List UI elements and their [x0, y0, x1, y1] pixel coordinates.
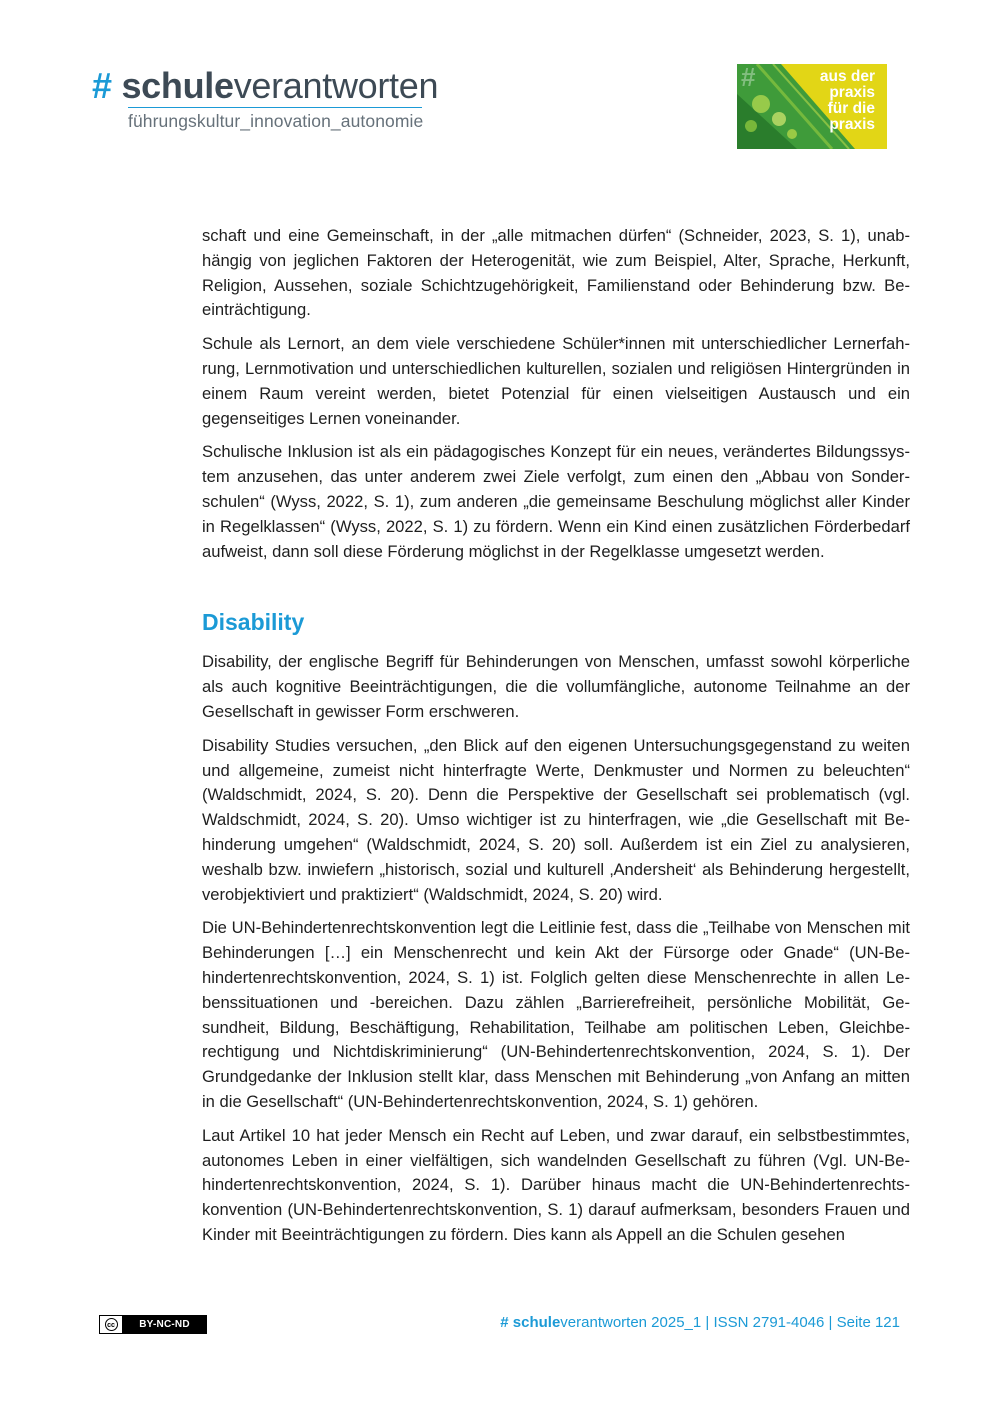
badge-line: für die — [827, 100, 875, 117]
license-label: BY-NC-ND — [123, 1316, 206, 1333]
article-body — [202, 224, 910, 1257]
logo-tagline: führungskultur_innovation_autonomie — [128, 111, 424, 131]
badge-line: aus der — [819, 68, 875, 85]
logo-bold-word: schule — [121, 65, 234, 106]
journal-logo — [92, 65, 439, 132]
logo-hash: # — [92, 65, 112, 106]
badge-text — [820, 69, 875, 133]
body-paragraph: schaft und eine Gemeinschaft, in der „alle mitmachen dürfen“ (Schneider, 2023, S. 1), unabhängig von jeglichen Faktoren der Heterogenität, wie zum Beispiel, Alter, Sprache, Herkunft, Religion, Aussehen, soziale Schichtzugehörigkeit, Familienstand oder Behinderung bzw. Beeinträchtigung. — [202, 226, 910, 320]
footer-hash: # — [500, 1314, 513, 1331]
cc-license-badge[interactable] — [99, 1315, 207, 1334]
footer-issue-info: verantworten 2025_1 | ISSN 2791-4046 | Seite 121 — [560, 1314, 900, 1331]
section-heading: Disability — [202, 609, 305, 636]
body-paragraph: Disability, der englische Begriff für Behinderungen von Menschen, umfasst sowohl körperliche als auch kognitive Beeinträchtigungen, die die vollumfängliche, autonome Teilnahme an der Gesellschaft in gewisser Form erschweren. — [202, 652, 910, 721]
body-paragraph: Die UN-Behindertenrechtskonvention legt die Leitlinie fest, dass die „Teilhabe von Menschen mit Behinderungen […] ein Menschenrecht und kein Akt der Fürsorge oder Gnade“ (UN-Behindertenrechtskonvention, 2024, S. 1) ist. Folglich gelten diese Menschenrechte in allen Lebenssituationen und -bereichen. Dazu zählen „Barrierefreiheit, persönliche Mobilität, Gesundheit, Bildung, Beschäftigung, Rehabilitation, Teilhabe am politischen Leben, Gleichberechtigung und Nichtdiskriminierung“ (UN-Behindertenrechtskonvention, 2024, S. 1). Der Grundgedanke der Inklusion stellt klar, dass Menschen mit Behinderung „von Anfang an mitten in die Gesellschaft“ (UN-Behindertenrechtskonvention, 2024, S. 1) gehören. — [202, 918, 910, 1111]
body-paragraph: Disability Studies versuchen, „den Blick auf den eigenen Untersuchungsgegenstand zu weiten und allgemeine, zumeist nicht hinterfragte Werte, Denkmuster und Normen zu beleuchten“ (Waldschmidt, 2024, S. 20). Denn die Perspektive der Gesellschaft sei problematisch (vgl. Waldschmidt, 2024, S. 20). Umso wichtiger ist zu hinterfragen, wie „die Gesellschaft mit Behinderung umgehen“ (Waldschmidt, 2024, S. 20) soll. Außerdem ist ein Ziel zu analysieren, weshalb bzw. inwiefern „historisch, sozial und kulturell ‚Andersheit‘ als Behinderung hergestellt, verobjektiviert und praktiziert“ (Waldschmidt, 2024, S. 20) wird. — [202, 735, 910, 904]
badge-line: praxis — [829, 116, 875, 133]
body-paragraph: Schule als Lernort, an dem viele verschiedene Schüler*innen mit unterschiedlicher Lernerfahrung, Lernmotivation und unterschiedlichen kulturellen, sozialen und religiösen Hintergründen in einem Raum vereint werden, bietet Potenzial für einen vielseitigen Austausch und ein gegenseitiges Lernen voneinander. — [202, 334, 910, 428]
praxis-badge — [737, 64, 887, 149]
badge-line: praxis — [829, 84, 875, 101]
logo-underline — [128, 107, 422, 108]
svg-text:#: # — [741, 64, 756, 92]
cc-icon-label: cc — [105, 1318, 118, 1331]
journal-footer — [500, 1314, 900, 1331]
body-paragraph: Laut Artikel 10 hat jeder Mensch ein Recht auf Leben, und zwar darauf, ein selbstbestimmtes, autonomes Leben in einer vielfältigen, sich wandelnden Gesellschaft zu führen (Vgl. UN-Behindertenrechtskonvention, 2024, S. 1). Darüber hinaus macht die UN-Behindertenrechtskonvention (UN-Behindertenrechtskonvention, S. 1) darauf aufmerksam, besonders Frauen und Kinder mit Beeinträchtigungen zu fördern. Dies kann als Appell an die Schulen gesehen — [202, 1125, 910, 1244]
logo-wordmark — [92, 65, 439, 106]
logo-light-word: verantworten — [233, 65, 439, 106]
cc-icon — [100, 1316, 123, 1333]
body-paragraph: Schulische Inklusion ist als ein pädagogisches Konzept für ein neues, verändertes Bildungssystem anzusehen, das unter anderem zwei Ziele verfolgt, zum einen den „Abbau von Sonderschulen“ (Wyss, 2022, S. 1), zum anderen „die gemeinsame Beschulung möglichst aller Kinder in Regelklassen“ (Wyss, 2022, S. 1) zu fördern. Wenn ein Kind einen zusätzlichen Förderbedarf aufweist, dann soll diese Förderung möglichst in der Regelklasse umgesetzt werden. — [202, 442, 910, 561]
footer-bold-word: schule — [512, 1314, 561, 1331]
